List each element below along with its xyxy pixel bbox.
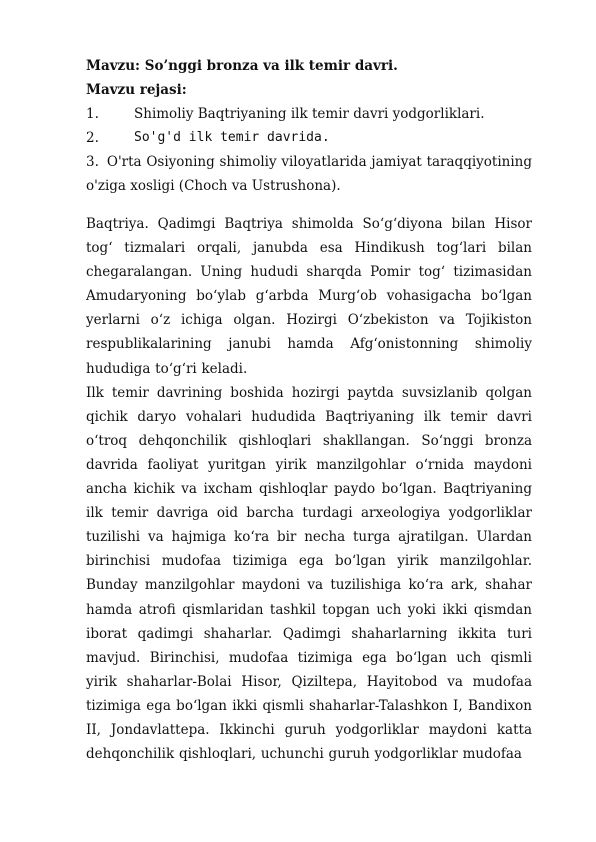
- paragraph-baqtriya: Baqtriya. Qadimgi Baqtriya shimolda So‘g‘diyona bilan Hisor tog‘ tizmalari orqali, janubda esa Hindikush tog‘lari bilan chegaralangan. Uning hududi sharqda Pomir tog‘ tizimasidan Amudaryoning bo‘ylab g‘arbda Murg‘ob vohasigacha bo‘lgan yerlarni o‘z ichiga olgan. Hozirgi O‘zbekiston va Tojikiston respublikalarining janubi hamda Afg‘onistonning shimoliy hududiga to‘g‘ri keladi.: [86, 216, 532, 377]
- plan-item-3: [86, 150, 532, 198]
- document-title: Mavzu: So’nggi bronza va ilk temir davri.: [86, 58, 398, 74]
- document-body: [86, 54, 532, 766]
- plan-item-number: 3.: [86, 154, 99, 170]
- plan-item-2: [86, 126, 532, 150]
- paragraph-ilk-temir: Ilk temir davrining boshida hozirgi paytda suvsizlanib qolgan qichik daryo vohalari hududida Baqtriyaning ilk temir davri o‘troq dehqonchilik qishloqlari shakllangan. So‘nggi bronza davrida faoliyat yuritgan yirik manzilgohlar o‘rnida maydoni ancha kichik va ixcham qishloqlar paydo bo‘lgan. Baqtriyaning ilk temir davriga oid barcha turdagi arxeologiya yodgorliklar tuzilishi va hajmiga ko‘ra bir necha turga ajratilgan. Ulardan birinchisi mudofaa tizimiga ega bo‘lgan yirik manzilgohlar. Bunday manzilgohlar maydoni va tuzilishiga ko‘ra ark, shahar hamda atrofi qismlaridan tashkil topgan uch yoki ikki qismdan iborat qadimgi shaharlar. Qadimgi shaharlarning ikkita turi mavjud. Birinchisi, mudofaa tizimiga ega bo‘lgan uch qismli yirik shaharlar-Bolai Hisor, Qiziltepa, Hayitobod va mudofaa tizimiga ega bo‘lgan ikki qismli shaharlar-Talashkon I, Bandixon II, Jondavlattepa. Ikkinchi guruh yodgorliklar maydoni katta dehqonchilik qishloqlari, uchunchi guruh yodgorliklar mudofaa: [86, 384, 532, 763]
- spacer: [86, 198, 532, 212]
- plan-item-number: 1.: [86, 106, 99, 122]
- plan-item-text: Shimoliy Baqtriyaning ilk temir davri yodgorliklari.: [134, 106, 485, 122]
- plan-item-1: [86, 102, 532, 126]
- plan-heading: Mavzu rejasi:: [86, 82, 187, 98]
- plan-item-text: O'rta Osiyoning shimoliy viloyatlarida jamiyat taraqqiyotining o'ziga xosligi (Choch va Ustrushona).: [86, 154, 532, 194]
- plan-item-number: 2.: [86, 130, 99, 146]
- plan-item-text: So'g'd ilk temir davrida.: [134, 130, 330, 145]
